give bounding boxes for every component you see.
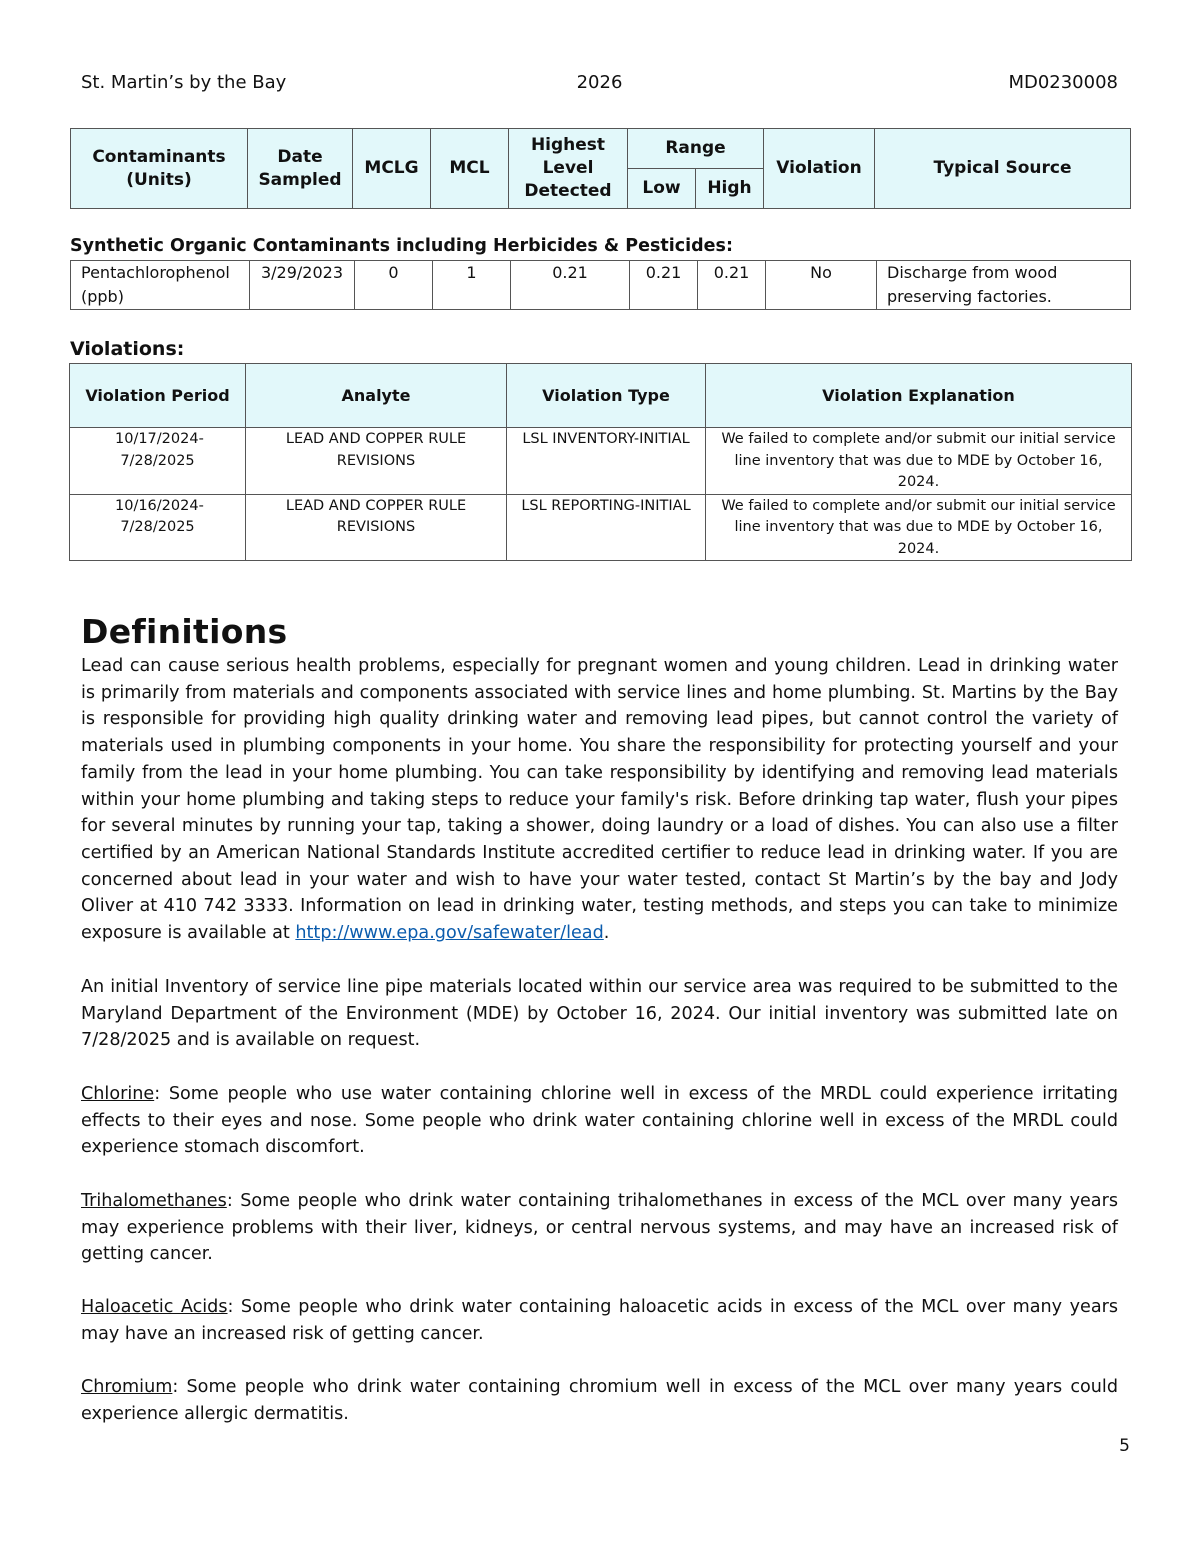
definition-term: Chlorine <box>81 1084 155 1104</box>
inventory-paragraph: An initial Inventory of service line pipe materials located within our service area was required to be submitted to the Maryland Department of the Environment (MDE) by October 16, 2024. Our initial inventory was submitted late on 7/28/2025 and is available on request. <box>81 977 1118 1051</box>
violation-value: No <box>766 261 877 310</box>
system-name: St. Martin’s by the Bay <box>81 72 287 93</box>
violation-analyte: LEAD AND COPPER RULE REVISIONS <box>246 428 507 495</box>
mcl-value: 1 <box>433 261 511 310</box>
col-violation-type: Violation Type <box>507 364 706 428</box>
contaminant-table-header <box>70 128 1131 209</box>
definition-text: : Some people who drink water containing trihalomethanes in excess of the MCL over many years may experience problems with their liver, kidneys, or central nervous systems, and may have an increased risk of getting cancer. <box>81 1191 1118 1265</box>
violation-period: 10/17/2024-7/28/2025 <box>70 428 246 495</box>
typical-source-value: Discharge from wood preserving factories. <box>877 261 1131 310</box>
report-year: 2026 <box>576 72 623 93</box>
epa-lead-link[interactable]: http://www.epa.gov/safewater/lead <box>295 923 604 944</box>
soc-table <box>70 260 1131 310</box>
range-low-value: 0.21 <box>630 261 698 310</box>
definition-chlorine <box>81 1081 1118 1161</box>
definition-term: Haloacetic Acids <box>81 1297 228 1317</box>
definitions-title: Definitions <box>81 612 288 651</box>
col-range-high: High <box>696 169 764 209</box>
page-header <box>81 72 1118 96</box>
violations-table <box>69 363 1132 561</box>
definition-chromium <box>81 1374 1118 1427</box>
col-violation-explanation: Violation Explanation <box>706 364 1132 428</box>
table-row <box>71 261 1131 310</box>
col-date-sampled: Date Sampled <box>248 129 353 209</box>
definition-text: : Some people who drink water containing haloacetic acids in excess of the MCL over many years may have an increased risk of getting cancer. <box>81 1297 1118 1344</box>
lead-paragraph <box>81 653 1118 947</box>
col-highest-level: Highest Level Detected <box>509 129 628 209</box>
violation-analyte: LEAD AND COPPER RULE REVISIONS <box>246 494 507 561</box>
violations-title: Violations: <box>70 338 185 360</box>
violation-explanation: We failed to complete and/or submit our initial service line inventory that was due to MDE by October 16, 2024. <box>706 428 1132 495</box>
page-number: 5 <box>1119 1436 1130 1456</box>
col-mcl: MCL <box>431 129 509 209</box>
table-row <box>70 494 1132 561</box>
violation-explanation: We failed to complete and/or submit our initial service line inventory that was due to MDE by October 16, 2024. <box>706 494 1132 561</box>
pwsid: MD0230008 <box>1008 72 1118 93</box>
col-violation-period: Violation Period <box>70 364 246 428</box>
col-typical-source: Typical Source <box>875 129 1131 209</box>
contaminant-name: Pentachlorophenol (ppb) <box>71 261 250 310</box>
date-sampled: 3/29/2023 <box>250 261 355 310</box>
definition-trihalomethanes <box>81 1188 1118 1268</box>
col-contaminants: Contaminants (Units) <box>71 129 248 209</box>
highest-level-value: 0.21 <box>511 261 630 310</box>
col-violation: Violation <box>764 129 875 209</box>
range-high-value: 0.21 <box>698 261 766 310</box>
col-mclg: MCLG <box>353 129 431 209</box>
definition-text: : Some people who drink water containing chromium well in excess of the MCL over many years could experience allergic dermatitis. <box>81 1377 1118 1424</box>
col-range-low: Low <box>628 169 696 209</box>
violation-type: LSL INVENTORY-INITIAL <box>507 428 706 495</box>
violation-period: 10/16/2024-7/28/2025 <box>70 494 246 561</box>
col-range: Range <box>628 129 764 169</box>
mclg-value: 0 <box>355 261 433 310</box>
lead-paragraph-text: Lead can cause serious health problems, especially for pregnant women and young children. Lead in drinking water is primarily from materials and components associated with service lines and home plumbing. St. Martins by the Bay is responsible for providing high quality drinking water and removing lead pipes, but cannot control the variety of materials used in plumbing components in your home. You share the responsibility for protecting yourself and your family from the lead in your home plumbing. You can take responsibility by identifying and removing lead materials within your home plumbing and taking steps to reduce your family's risk. Before drinking tap water, flush your pipes for several minutes by running your tap, taking a shower, doing laundry or a load of dishes. You can also use a filter certified by an American National Standards Institute accredited certifier to reduce lead in drinking water. If you are concerned about lead in your water and wish to have your water tested, contact St Martin’s by the bay and Jody Oliver at 410 742 3333. Information on lead in drinking water, testing methods, and steps you can take to minimize exposure is available at <box>81 656 1118 944</box>
violation-type: LSL REPORTING-INITIAL <box>507 494 706 561</box>
definition-term: Trihalomethanes <box>81 1191 227 1211</box>
definition-term: Chromium <box>81 1377 173 1397</box>
soc-section-title: Synthetic Organic Contaminants including Herbicides & Pesticides: <box>70 236 733 256</box>
lead-paragraph-end: . <box>603 923 610 944</box>
definition-haloacetic-acids <box>81 1294 1118 1347</box>
table-row <box>70 428 1132 495</box>
definition-text: : Some people who use water containing chlorine well in excess of the MRDL could experience irritating effects to their eyes and nose. Some people who drink water containing chlorine well in excess of the MRDL could experience stomach discomfort. <box>81 1084 1118 1158</box>
col-analyte: Analyte <box>246 364 507 428</box>
